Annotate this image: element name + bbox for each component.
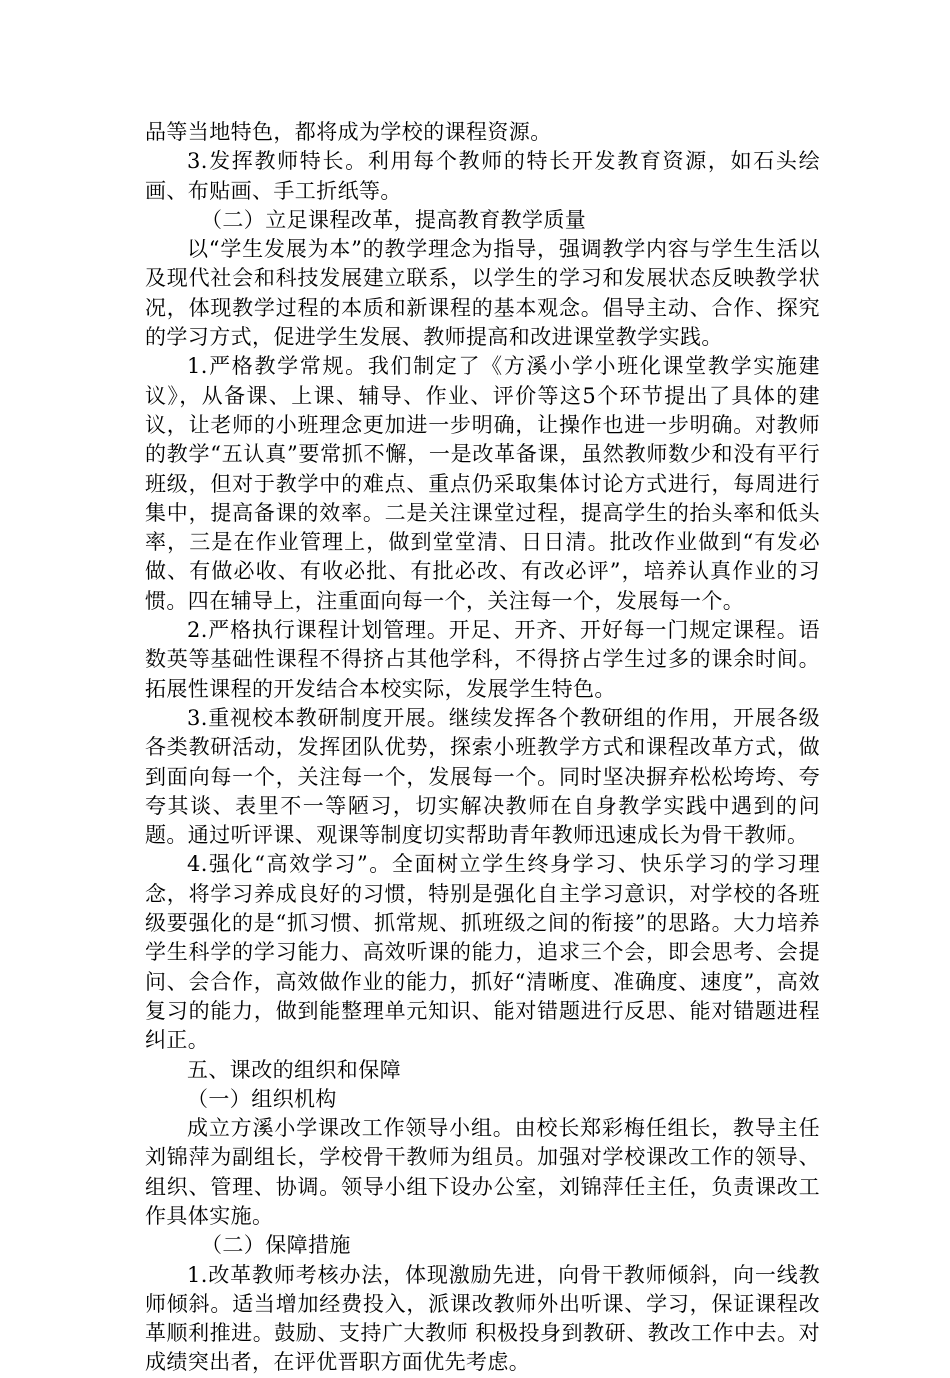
paragraph-efficient-learning: 4.强化“高效学习”。全面树立学生终身学习、快乐学习的学习理念，将学习养成良好的习惯，特别是强化自主学习意识，对学校的各班级要强化的是“抓习惯、抓常规、抓班级之间的衔接”的思路。大力培养学生科学的学习能力、高效听课的能力，追求三个会，即会思考、会提问、会合作，高效做作业的能力，抓好“清晰度、准确度、速度”，高效复习的能力，做到能整理单元知识、能对错题进行反思、能对错题进程纠正。 (145, 852, 820, 1053)
subheading-safeguards: （二）保障措施 (201, 1233, 351, 1258)
paragraph-school-research: 3.重视校本教研制度开展。继续发挥各个教研组的作用，开展各级各类教研活动，发挥团队优势，探索小班教学方式和课程改革方式，做到面向每一个，关注每一个，发展每一个。同时坚决摒弃松松垮垮、夸夸其谈、表里不一等陋习，切实解决教师在自身教学实践中遇到的问题。通过听评课、观课等制度切实帮助青年教师迅速成长为骨干教师。 (145, 705, 820, 848)
paragraph-teaching-routine: 1.严格教学常规。我们制定了《方溪小学小班化课堂教学实施建议》，从备课、上课、辅导、作业、评价等这5个环节提出了具体的建议，让老师的小班理念更加进一步明确，让操作也进一步明确。对教师的教学“五认真”要常抓不懈，一是改革备课，虽然教师数少和没有平行班级，但对于教学中的难点、重点仍采取集体讨论方式进行，每周进行集中，提高备课的效率。二是关注课堂过程，提高学生的抬头率和低头率，三是在作业管理上，做到堂堂清、日日清。批改作业做到“有发必做、有做必收、有收必批、有批必改、有改必评”，培养认真作业的习惯。四在辅导上，注重面向每一个，关注每一个，发展每一个。 (145, 354, 820, 613)
section-heading-organization: 五、课改的组织和保障 (187, 1057, 401, 1082)
subheading-organization: （一）组织机构 (187, 1086, 337, 1111)
paragraph-curriculum-plan: 2.严格执行课程计划管理。开足、开齐、开好每一门规定课程。语数英等基础性课程不得挤占其他学科，不得挤占学生过多的课余时间。拓展性课程的开发结合本校实际，发展学生特色。 (145, 618, 820, 701)
document-page (145, 118, 820, 1378)
paragraph-leadership-group: 成立方溪小学课改工作领导小组。由校长郑彩梅任组长，教导主任刘锦萍为副组长，学校骨干教师为组员。加强对学校课改工作的领导、组织、管理、协调。领导小组下设办公室，刘锦萍任主任，负责课改工作具体实施。 (145, 1116, 820, 1228)
paragraph-teacher-strengths: 3.发挥教师特长。利用每个教师的特长开发教育资源，如石头绘画、布贴画、手工折纸等。 (145, 149, 820, 203)
paragraph-teaching-philosophy: 以“学生发展为本”的教学理念为指导，强调教学内容与学生生活以及现代社会和科技发展建立联系，以学生的学习和发展状态反映教学状况，体现教学过程的本质和新课程的基本观念。倡导主动、合作、探究的学习方式，促进学生发展、教师提高和改进课堂教学实践。 (145, 237, 820, 350)
subheading-curriculum-reform: （二）立足课程改革，提高教育教学质量 (201, 207, 587, 232)
paragraph-continuation: 品等当地特色，都将成为学校的课程资源。 (145, 120, 552, 144)
paragraph-teacher-assessment: 1.改革教师考核办法，体现激励先进，向骨干教师倾斜，向一线教师倾斜。适当增加经费投入，派课改教师外出听课、学习，保证课程改革顺利推进。鼓励、支持广大教师 积极投身到教研、教改工作中去。对成绩突出者，在评优晋职方面优先考虑。 (145, 1262, 820, 1375)
